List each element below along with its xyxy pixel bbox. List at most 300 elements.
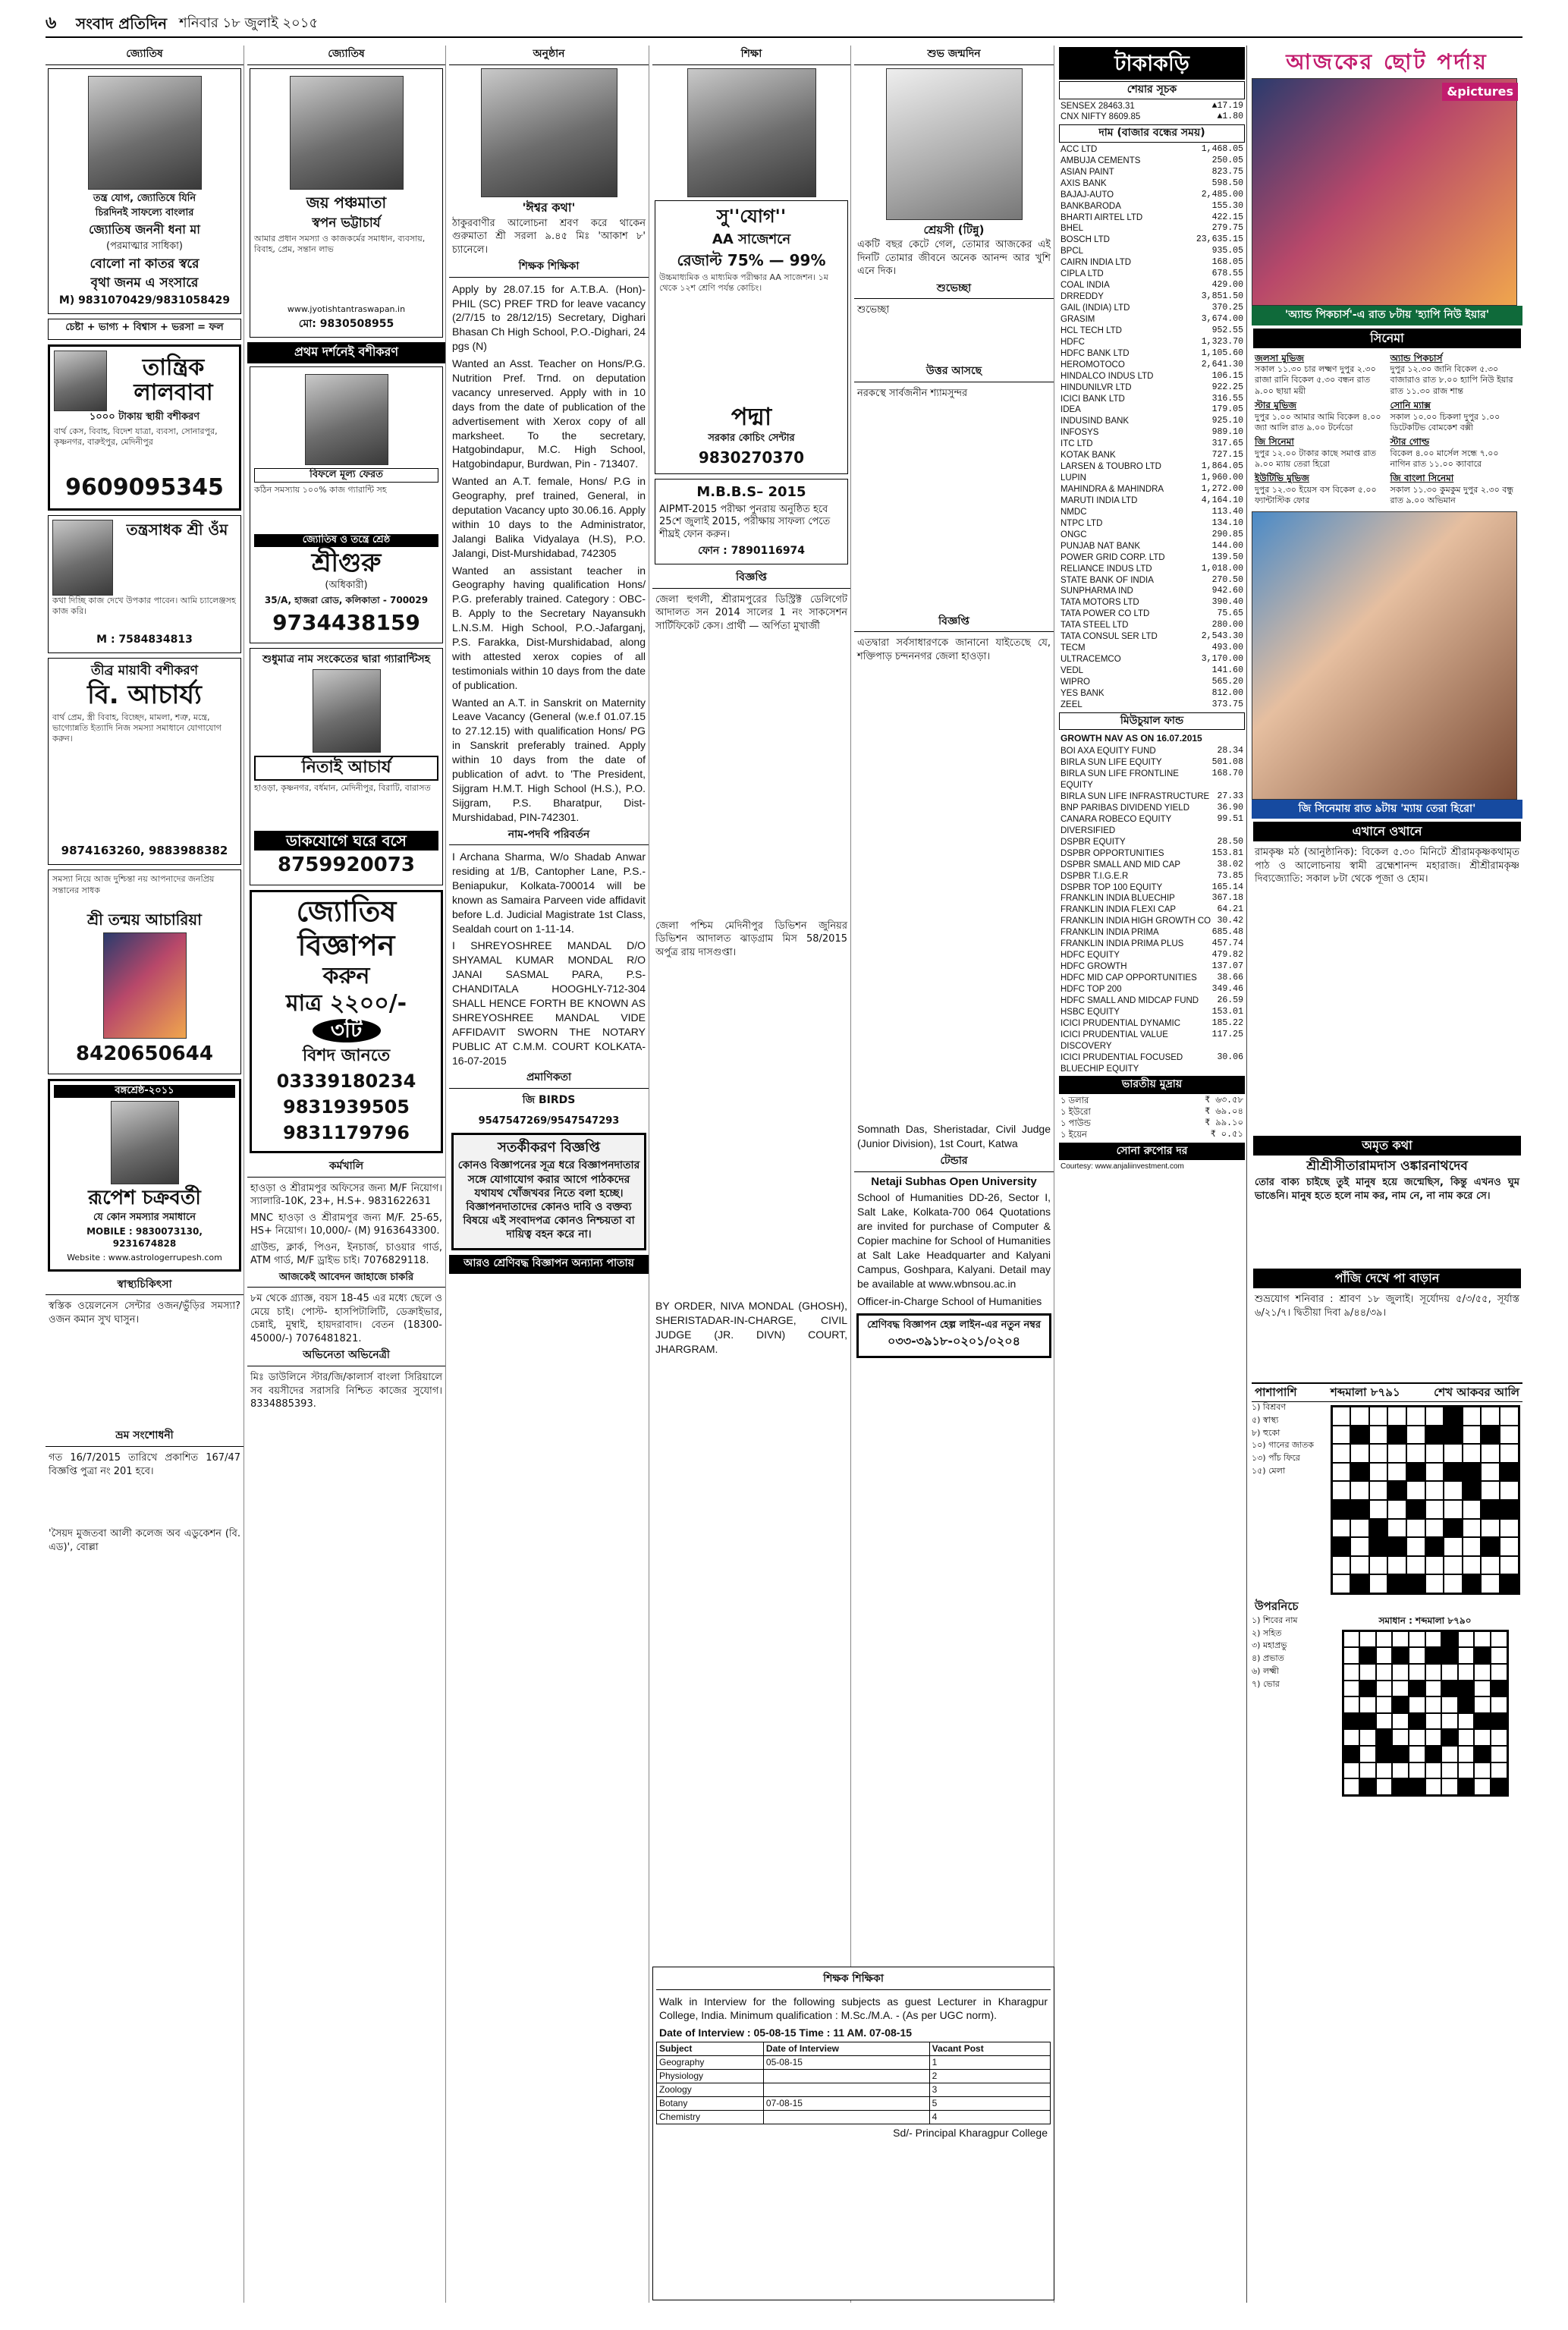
crossword-cell	[1458, 1746, 1475, 1762]
fund-row: FRANKLIN INDIA BLUECHIP 367.18	[1061, 893, 1243, 904]
crossword-cell	[1392, 1664, 1409, 1681]
tanmoy-phone: 8420650644	[76, 1042, 213, 1066]
finance-title: টাকাকড়ি	[1059, 47, 1245, 80]
crossword-cell	[1458, 1681, 1475, 1697]
crossword-cell	[1350, 1426, 1369, 1445]
crossword-cell	[1343, 1631, 1360, 1648]
section-header: বিজ্ঞপ্তি	[652, 569, 850, 589]
channel-block: সোনি ম্যাক্স সকাল ১০.০০ চিকলা দুপুর ১.০০ ডিটেকটিভ বোমকেশ বক্সী	[1390, 399, 1500, 432]
sadhak-photo	[52, 520, 113, 596]
crossword-cell	[1376, 1713, 1393, 1730]
crossword-cell	[1359, 1664, 1376, 1681]
fund-row: HSBC EQUITY 153.01	[1061, 1006, 1243, 1017]
stock-row: NTPC LTD 134.10	[1061, 517, 1243, 528]
crossword-cell	[1406, 1444, 1425, 1463]
crossword-cell	[1369, 1537, 1388, 1556]
crossword-cell	[1409, 1778, 1425, 1795]
crossword-cell	[1463, 1463, 1482, 1482]
crossword-cell	[1441, 1778, 1458, 1795]
crossword-cell	[1332, 1519, 1351, 1538]
crossword-cell	[1444, 1500, 1463, 1519]
section-header: উত্তর আসছে	[854, 363, 1054, 382]
stock-row: WIPRO 565.20	[1061, 676, 1243, 687]
crossword-cell	[1392, 1778, 1409, 1795]
column-astrology-1: জ্যোতিষ তন্ত্র যোগ, জ্যোতিষে যিনি চিরদিনই সাফল্যে বাংলার জ্যোতিষ জননী ধনা মা (পরমাত্মার সাধিকা) বোলো না কাতর স্বরে বৃথা জনম এ সংসারে M) 9831070429/9831058429 চেষ্টা + ভাগ্য + বিশ্বাস + ভরসা = ফল তান্ত্রিক লালবাবা ১০০০ টাকায় স্থায়ী বশীকরণ বার্থ কেস, বিবাহ, বিদেশ যাত্রা, ব্যবসা, সোনারপুর, কৃষ্ণনগর, বারুইপুর, মেদিনীপুর 9609095345 তন্ত্রসাধক শ্রী ওঁম কথা দিচ্ছি কাজ দেখে উপকার পাবেন। আমি চ্যালেঞ্জসহ কাজ করি। M : 7584834813 তীব্র মায়াবী বশীকরণ বি. আচার্য্য বার্থ প্রেম, স্ত্রী বিবাহ, বিচ্ছেদ, মামলা, শত্রু, মন্ত্রে, ভাগ্যোন্নতি ইত্যাদি নিজ সমস্যা সমাধানে যোগাযোগ করুন। 9874163260, 9883988382 সমস্যা নিয়ে আজ দুশ্চিন্তা নয় আপনাদের জনপ্রিয় সন্তানের সাধক শ্রী তন্ময় আচারিয়া 8420650644 বঙ্গশ্রেষ্ঠ-২০১১ রূপেশ চক্রবর্তী যে কোন সমস্যার সমাধানে MOBILE : 9830073130, 9231674828 Website : www.astrologerrupesh.com স্বাস্থ্যচিকিৎসা স্বস্তিক ওয়েলনেস সেন্টার ওজন/ভুঁড়ির সমস্যা? ওজন কমান সুখ ঘাসুন। ভ্রম সংশোধনী গত 16/7/2015 তারিখে প্রকাশিত 167/47 বিজ্ঞপ্তি পুত্রা নং 201 হবে। 'সৈয়দ মুজতবা আলী কলেজ অব এডুকেশন (বি. এড)', বোল্লা	[46, 46, 244, 2303]
crossword-cell	[1409, 1696, 1425, 1713]
crossword-cell	[1350, 1444, 1369, 1463]
crossword-cell	[1332, 1444, 1351, 1463]
crossword-cell	[1500, 1500, 1519, 1519]
index-row: CNX NIFTY 8609.85 ▲1.80	[1061, 112, 1243, 122]
section-header: শুভ জন্মদিন	[854, 46, 1054, 65]
crossword-cell	[1387, 1481, 1406, 1500]
section-header: শিক্ষক শিক্ষিকা	[449, 258, 649, 278]
stock-row: TECM 493.00	[1061, 643, 1243, 653]
crossword-cell	[1332, 1556, 1351, 1575]
crossword-cell	[1474, 1778, 1491, 1795]
crossword-cell	[1359, 1647, 1376, 1664]
crossword-cell	[1387, 1519, 1406, 1538]
stock-row: CIPLA LTD 678.55	[1061, 269, 1243, 279]
crossword-cell	[1376, 1778, 1393, 1795]
crossword-cell	[1500, 1574, 1519, 1593]
crossword-cell	[1332, 1574, 1351, 1593]
column-birthday: শুভ জন্মদিন শ্রেয়সী (টিন্নু) একটি বছর কেটে গেল, তোমার আজকের এই দিনটি তোমার জীবনে অনেক আনন্দ আর খুশি এনে দিক। শুভেচ্ছা শুভেচ্ছা উত্তর আসছে নরকস্থে সার্বজনীন শ্যামসুন্দর বিজ্ঞপ্তি এতদ্বারা সর্বসাধারণকে জানানো যাইতেছে যে, শক্তিপাড় চন্দননগর জেলা হাওড়া। Somnath Das, Sheristadar, Civil Judge (Junior Division), 1st Court, Katwa টেন্ডার Netaji Subhas Open University School of Humanities DD-26, Sector I, Salt Lake, Kolkata-700 064 Quotations are invited for purchase of Computer & Copier machine for School of Humanities at Salt Lake Headquarter and Kalyani Campus, Goshpara, Kalyani. Detail may be available at www.wbnsou.ac.in Officer-in-Charge School of Humanities শ্রেণিবদ্ধ বিজ্ঞাপন হেল্প লাইন-এর নতুন নম্বর ০৩৩-৩৯১৮-০২০১/০২০৪	[854, 46, 1054, 2303]
crossword-clue: ৪) প্রভাত	[1252, 1653, 1284, 1664]
section-header: শিক্ষা	[652, 46, 850, 65]
stock-row: GRASIM 3,674.00	[1061, 313, 1243, 324]
crossword-cell	[1463, 1500, 1482, 1519]
stock-row: ULTRACEMCO 3,170.00	[1061, 654, 1243, 665]
crossword-cell	[1343, 1647, 1360, 1664]
crossword-cell	[1444, 1481, 1463, 1500]
crossword-cell	[1425, 1519, 1444, 1538]
crossword-cell	[1343, 1696, 1360, 1713]
currency-row: ১ ইউরো ₹ ৬৯.০৪	[1061, 1106, 1243, 1117]
crossword-cell	[1441, 1696, 1458, 1713]
fund-row: HDFC GROWTH 137.07	[1061, 961, 1243, 972]
fund-row: FRANKLIN INDIA FLEXI CAP 64.21	[1061, 904, 1243, 915]
column-astrology-2: জ্যোতিষ জয় পঞ্চমাতা স্বপন ভট্টাচার্য আমার প্রধান সমস্যা ও কাজকর্মের সমাধান, ব্যবসায়, বিবাহ, প্রেম, সন্তান লাভ www.jyotishtantraswapan.in মো: 9830508955 প্রথম দর্শনেই বশীকরণ বিফলে মূল্য ফেরত কঠিন সমস্যায় ১০০% কাজ গ্যারান্টি সহ জ্যোতিষ ও তন্ত্রে শ্রেষ্ঠ শ্রীগুরু (অধিকারী) 35/A, হাজরা রোড, কলিকাতা - 700029 9734438159 শুধুমাত্র নাম সংকেতের দ্বারা গ্যারান্টিসহ নিতাই আচার্য হাওড়া, কৃষ্ণনগর, বর্ধমান, মেদিনীপুর, বিরাটি, বারাসত ডাকযোগে ঘরে বসে 8759920073 জ্যোতিষ বিজ্ঞাপন করুন মাত্র ২২০০/- ৩টি বিশদ জানতে 03339180234 9831939505 9831179796 কর্মখালি হাওড়া ও শ্রীরামপুর অফিসের জন্য M/F নিয়োগ। স্যালারি-10K, 23+, H.S+. 9831622631 MNC হাওড়া ও শ্রীরামপুর জন্য M/F. 25-65, HS+ নিয়োগ। 10,000/- (M) 9163643300. গ্রাউন্ড, ক্লার্ক, পিওন, ইনচার্জ, চাওয়ার গার্ড, ATM গার্ড, M/F ড্রাইভ চাই। 7076829118. আজকেই আবেদন জাহাজে চাকরি ৮ম থেকে গ্র্যাজ্ঞ, বয়স 18-45 এর মধ্যে ছেলে ও মেয়ে চাই। পোস্ট- হাসপিটালিটি, ডেক্রাইভার, চেন্নাই, মুম্বাই, হায়দরাবাদ। বেতন (18300- 45000/-) 7076481821. অভিনেতা অভিনেত্রী মিঃ ডাউলিনে স্টার/জি/কালার্স বাংলা সিরিয়ালে সব বয়সীদের সরাসরি নিশ্চিত কাজের সুযোগ। 8334885393.	[247, 46, 446, 2303]
astrologer-photo	[305, 374, 388, 465]
crossword-cell	[1463, 1519, 1482, 1538]
crossword-cell	[1387, 1500, 1406, 1519]
crossword-cell	[1425, 1778, 1442, 1795]
crossword-cell	[1350, 1574, 1369, 1593]
crossword-clue: ১৫) মেলা	[1252, 1465, 1286, 1476]
stock-row: LUPIN 1,960.00	[1061, 473, 1243, 483]
table-row: Chemistry 4	[657, 2111, 1051, 2124]
stock-row: KOTAK BANK 727.15	[1061, 450, 1243, 461]
table-row: Zoology 3	[657, 2083, 1051, 2097]
crossword-cell	[1444, 1463, 1463, 1482]
fund-row: DSPBR T.I.G.E.R 73.85	[1061, 870, 1243, 881]
stock-row: DRREDDY 3,851.50	[1061, 291, 1243, 302]
column-education: শিক্ষা সু''যোগ'' AA সাজেশনে রেজাল্ট 75% — 99% উচ্চমাধ্যমিক ও মাধ্যমিক পরীক্ষার AA সাজেশন। ১ম থেকে ১২শ শ্রেণি পর্যন্ত কোচিং। পদ্মা সরকার কোচিং সেন্টার 9830270370 M.B.B.S– 2015 AIPMT-2015 পরীক্ষা পুনরায় অনুষ্ঠিত হবে 25শে জুলাই 2015, পরীক্ষায় সাফল্য পেতে শীঘ্রই ফোন করুন। ফোন : 7890116974 বিজ্ঞপ্তি জেলা হুগলী, শ্রীরামপুরের ডিস্ট্রিক্ট ডেলিগেট আদালত সন 2014 সালের 1 নং সাকসেশন সার্টিফিকেট কেস। প্রার্থী — অর্পিতা মুখার্জী জেলা পশ্চিম মেদিনীপুর ডিভিশন জুনিয়র ডিভিশন আদালত ঝাড়গ্রাম মিস 58/2015 অর্পুত্র রায় দাসগুপ্তা। BY ORDER, NIVA MONDAL (GHOSH), SHERISTADAR-IN-CHARGE, CIVIL JUDGE (JR. DIVN) COURT, JHARGRAM.	[652, 46, 851, 2303]
crossword-cell	[1359, 1762, 1376, 1779]
masthead	[46, 11, 1522, 38]
crossword-cell	[1406, 1481, 1425, 1500]
crossword-clue: ১) বিশ্রবণ	[1252, 1402, 1286, 1413]
crossword-cell	[1350, 1519, 1369, 1538]
crossword-clue: ৬) লক্ষ্মী	[1252, 1665, 1279, 1676]
crossword-cell	[1376, 1631, 1393, 1648]
crossword-cell	[1425, 1696, 1442, 1713]
column-finance: টাকাকড়ি শেয়ার সূচক SENSEX 28463.31 ▲17.19 CNX NIFTY 8609.85 ▲1.80 দাম (বাজার বন্ধের সময়) ACC LTD 1,468.05 AMBUJA CEMENTS 250.05 ASIAN PAINT 823.75 AXIS BANK 598.50 BAJAJ-AUTO 2,485.00 BANKBARODA 155.30 BHARTI AIRTEL LTD 422.15 BHEL 279.75 BOSCH LTD 23,635.15 BPCL 935.05 CAIRN INDIA LTD 168.05 CIPLA LTD 678.55 COAL INDIA 429.00 DRREDDY 3,851.50 GAIL (INDIA) LTD 370.25 GRASIM 3,674.00 HCL TECH LTD 952.55 HDFC 1,323.70 HDFC BANK LTD 1,105.60 HEROMOTOCO 2,641.30 HINDALCO INDUS LTD 106.15 HINDUNILVR LTD 922.25 ICICI BANK LTD 316.55 IDEA 179.05 INDUSIND BANK 925.10 INFOSYS 989.10 ITC LTD 317.65 KOTAK BANK 727.15 LARSEN & TOUBRO LTD 1,864.05 LUPIN 1,960.00 MAHINDRA & MAHINDRA 1,272.00 MARUTI INDIA LTD 4,164.10 NMDC 113.40 NTPC LTD 134.10 ONGC 290.85 PUNJAB NAT BANK 144.00 POWER GRID CORP. LTD 139.50 RELIANCE INDUS LTD 1,018.00 STATE BANK OF INDIA 270.50 SUNPHARMA IND 942.60 TATA MOTORS LTD 390.40 TATA POWER CO LTD 75.65 TATA STEEL LTD 280.00 TATA CONSUL SER LTD 2,543.30 TECM 493.00 ULTRACEMCO 3,170.00 VEDL 141.60 WIPRO 565.20 YES BANK 812.00 ZEEL 373.75 মিউচুয়াল ফান্ড GROWTH NAV AS ON 16.07.2015 BOI AXA EQUITY FUND 28.34 BIRLA SUN LIFE EQUITY 501.08 BIRLA SUN LIFE FRONTLINE EQUITY 168.70 BIRLA SUN LIFE INFRASTRUCTURE 27.33 BNP PARIBAS DIVIDEND YIELD 36.90 CANARA ROBECO EQUITY DIVERSIFIED 99.51 DSPBR EQUITY 28.50 DSPBR OPPORTUNITIES 153.81 DSPBR SMALL AND MID CAP 38.02 DSPBR T.I.G.E.R 73.85 DSPBR TOP 100 EQUITY 165.14 FRANKLIN INDIA BLUECHIP 367.18 FRANKLIN INDIA FLEXI CAP 64.21 FRANKLIN INDIA HIGH GROWTH CO 30.42 FRANKLIN INDIA PRIMA 685.48 FRANKLIN INDIA PRIMA PLUS 457.74 HDFC EQUITY 479.82 HDFC GROWTH 137.07 HDFC MID CAP OPPORTUNITIES 38.66 HDFC TOP 200 349.46 HDFC SMALL AND MIDCAP FUND 26.59 HSBC EQUITY 153.01 ICICI PRUDENTIAL DYNAMIC 185.22 ICICI PRUDENTIAL VALUE DISCOVERY 117.25 ICICI PRUDENTIAL FOCUSED BLUECHIP EQUITY 30.06 ভারতীয় মুদ্রায় ১ ডলার ₹ ৬৩.৫৮ ১ ইউরো ₹ ৬৯.০৪ ১ পাউন্ড ₹ ৯৯.১০ ১ ইয়েন ₹ ০.৫১ সোনা রুপোর দর Courtesy: www.anjaliinvestment.com	[1057, 46, 1247, 2303]
section-header: কর্মখালি	[247, 1158, 445, 1178]
crossword-cell	[1332, 1407, 1351, 1426]
stock-row: COAL INDIA 429.00	[1061, 280, 1243, 291]
crossword-cell	[1491, 1762, 1507, 1779]
ad-shriguru: বিফলে মূল্য ফেরত কঠিন সমস্যায় ১০০% কাজ গ্যারান্টি সহ জ্যোতিষ ও তন্ত্রে শ্রেষ্ঠ শ্রীগুরু (অধিকারী) 35/A, হাজরা রোড, কলিকাতা - 700029 9734438159	[250, 366, 443, 643]
crossword-cell	[1359, 1746, 1376, 1762]
crossword-cell	[1444, 1426, 1463, 1445]
crossword-cell	[1376, 1664, 1393, 1681]
deity-image	[103, 932, 187, 1039]
crossword-cell	[1463, 1426, 1482, 1445]
ad-lalbaba: তান্ত্রিক লালবাবা ১০০০ টাকায় স্থায়ী বশীকরণ বার্থ কেস, বিবাহ, বিদেশ যাত্রা, ব্যবসা, সোনারপুর, কৃষ্ণনগর, বারুইপুর, মেদিনীপুর 9609095345	[48, 344, 241, 511]
crossword-cell	[1425, 1463, 1444, 1482]
crossword-cell	[1343, 1729, 1360, 1746]
crossword-cell	[1406, 1556, 1425, 1575]
currency-row: ১ ইয়েন ₹ ০.৫১	[1061, 1129, 1243, 1140]
lalbaba-phone: 9609095345	[65, 474, 224, 502]
crossword-clue: ১) শিবের নাম	[1252, 1615, 1298, 1625]
stock-row: BHARTI AIRTEL LTD 422.15	[1061, 212, 1243, 222]
astrologer-photo	[313, 669, 381, 753]
crossword-cell	[1392, 1762, 1409, 1779]
crossword-cell	[1441, 1746, 1458, 1762]
crossword-cell	[1474, 1762, 1491, 1779]
crossword-cell	[1458, 1696, 1475, 1713]
crossword-clue: ৫) স্বাস্থ্য	[1252, 1414, 1279, 1425]
crossword-cell	[1409, 1664, 1425, 1681]
stock-row: HEROMOTOCO 2,641.30	[1061, 359, 1243, 369]
stock-row: ZEEL 373.75	[1061, 699, 1243, 709]
stock-row: HCL TECH LTD 952.55	[1061, 325, 1243, 335]
index-row: SENSEX 28463.31 ▲17.19	[1061, 100, 1243, 111]
section-header: প্রমাণিকতা	[449, 1069, 649, 1089]
stock-row: ACC LTD 1,468.05	[1061, 143, 1243, 154]
warning-notice: সতর্কীকরণ বিজ্ঞপ্তি কোনও বিজ্ঞাপনের সূত্র ধরে বিজ্ঞাপনদাতার সঙ্গে যোগাযোগ করার আগে পাঠকদের যথাযথ খোঁজখবর নিতে বলা হচ্ছে। বিজ্ঞাপনদাতাদের কোনও দাবি ও বক্তব্য বিষয়ে এই সংবাদপত্র কোনও নিশ্চয়তা বা দায়িত্ব বহন করে না।	[451, 1133, 646, 1250]
stock-row: MARUTI INDIA LTD 4,164.10	[1061, 495, 1243, 505]
crossword-cell	[1481, 1407, 1500, 1426]
fund-row: BIRLA SUN LIFE FRONTLINE EQUITY 168.70	[1061, 769, 1243, 791]
crossword-cell	[1425, 1537, 1444, 1556]
stock-row: INDUSIND BANK 925.10	[1061, 416, 1243, 426]
crossword-cell	[1392, 1713, 1409, 1730]
stock-row: TATA CONSUL SER LTD 2,543.30	[1061, 631, 1243, 642]
column-tv: আজকের ছোট পর্দায় &pictures 'অ্যান্ড পিকচার্স'-এ রাত ৮টায় 'হ্যাপি নিউ ইয়ার' সিনেমা জলসা মুভিজ সকাল ১১.৩০ চার লক্ষ্মণ দুপুর ২.৩০ রাজা রানি বিকেল ৫.৩০ বন্ধন রাত ৯.০০ ছায়া ময়ী অ্যান্ড পিকচার্স দুপুর ১২.৩০ জানি বিকেল ৫.৩০ বাজারাও রাত ৮.০০ হ্যাপি নিউ ইয়ার রাত ১১.৩০ রাজ শান্ত স্টার মুভিজ দুপুর ১.০০ আমার আমি বিকেল ৪.০০ জ্যা আলি রাত ৯.০০ টর্নেডো সোনি ম্যাক্স সকাল ১০.০০ চিকলা দুপুর ১.০০ ডিটেকটিভ বোমকেশ বক্সী জি সিনেমা দুপুর ১২.০০ টাকার কাছে সমাপ্ত রাত ৯.০০ ম্যায় তেরা হিরো স্টার গোল্ড বিকেল ৪.০০ মার্সেল সন্ধে ৭.০০ নাগিন রাত ১১.০০ ক্যাবারে ইউটিভি মুভিজ দুপুর ১২.৩০ ইয়েস বস বিকেল ৫.০০ ফ্যান্টাস্টিক ফোর জি বাংলা সিনেমা সকাল ১১.৩০ কুমকুম দুপুর ২.৩০ বন্ধু রাত ৯.০০ অভিমান জি সিনেমায় রাত ৯টায় 'ম্যায় তেরা হিরো' এখানে ওখানে রামকৃষ্ণ মঠ (আনুষ্ঠানিক): বিকেল ৫.৩০ মিনিটে শ্রীরামকৃষ্ণকথামৃত পাঠ ও আলোচনায় স্বামী ব্রহ্মেশানন্দ মহারাজ। শ্রীশ্রীরামকৃষ্ণ দিব্যজ্যোতি: সকাল ৮টা থেকে পূজা ও হোম। অমৃত কথা শ্রীশ্রীসীতারামদাস ওঙ্কারনাথদেব তোর বাক্য চাইছে তুই মানুষ হয়ে জন্মেছিস, কিন্তু এখনও ঘুম ভাঙেনি। মানুষ হতে হলে নাম কর, নাম নে, না নাম করে সে। পাঁজি দেখে পা বাড়ান শুভ্রযোগ শনিবার : শ্রাবণ ১৮ জুলাই। সূর্যোদয় ৫/৩/৫৫, সূর্যাস্ত ৬/২১/৭। দ্বিতীয়া দিবা ৯/৪৪/৩৯। পাশাপাশি শব্দমালা ৮৭৯১ শেখ আকবর আলি ১) বিশ্রবণ ৫) স্বাস্থ্য ৮) হুকো ১০) গানের জাতক ১৩) পাঁচ ফিরে ১৫) মেলা উপরনিচে ১) শিবের নাম ২) সহিত ৩) মহাপ্রভু ৪) প্রভাত ৬) লক্ষ্মী ৭) ভোর সমাধান : শব্দমালা ৮৭৯০	[1252, 46, 1522, 2303]
ad-tanmoy: সমস্যা নিয়ে আজ দুশ্চিন্তা নয় আপনাদের জনপ্রিয় সন্তানের সাধক শ্রী তন্ময় আচারিয়া 8420650644	[48, 869, 241, 1074]
channel-block: জি সিনেমা দুপুর ১২.০০ টাকার কাছে সমাপ্ত রাত ৯.০০ ম্যায় তেরা হিরো	[1255, 436, 1377, 470]
crossword-cell	[1474, 1631, 1491, 1648]
crossword-cell	[1332, 1500, 1351, 1519]
stock-row: NMDC 113.40	[1061, 506, 1243, 517]
crossword-cell	[1359, 1778, 1376, 1795]
crossword-clue: ১৩) পাঁচ ফিরে	[1252, 1453, 1300, 1464]
crossword-cell	[1387, 1444, 1406, 1463]
fund-row: HDFC MID CAP OPPORTUNITIES 38.66	[1061, 973, 1243, 983]
crossword-cell	[1444, 1407, 1463, 1426]
stock-row: INFOSYS 989.10	[1061, 427, 1243, 438]
crossword-cell	[1406, 1537, 1425, 1556]
crossword-cell	[1343, 1681, 1360, 1697]
crossword-cell	[1444, 1537, 1463, 1556]
crossword-cell	[1458, 1647, 1475, 1664]
crossword-cell	[1458, 1762, 1475, 1779]
crossword-cell	[1491, 1713, 1507, 1730]
crossword-solution-grid	[1342, 1630, 1509, 1797]
channel-block: জলসা মুভিজ সকাল ১১.৩০ চার লক্ষ্মণ দুপুর ২.৩০ রাজা রানি বিকেল ৫.৩০ বন্ধন রাত ৯.০০ ছায়া ময়ী	[1255, 352, 1376, 396]
crossword-cell	[1425, 1664, 1442, 1681]
fund-row: HDFC EQUITY 479.82	[1061, 950, 1243, 961]
channel-block: জি বাংলা সিনেমা সকাল ১১.৩০ কুমকুম দুপুর ২.৩০ বন্ধু রাত ৯.০০ অভিমান	[1390, 473, 1514, 506]
ad-shri-om: তন্ত্রসাধক শ্রী ওঁম কথা দিচ্ছি কাজ দেখে উপকার পাবেন। আমি চ্যালেঞ্জসহ কাজ করি। M : 7584834813	[48, 515, 241, 653]
teacher-photo	[687, 68, 816, 197]
stock-row: IDEA 179.05	[1061, 404, 1243, 415]
tv-title: আজকের ছোট পর্দায়	[1286, 49, 1488, 74]
crossword-cell	[1406, 1426, 1425, 1445]
crossword-cell	[1359, 1696, 1376, 1713]
fund-row: DSPBR EQUITY 28.50	[1061, 836, 1243, 847]
crossword-cell	[1409, 1762, 1425, 1779]
stock-row: VEDL 141.60	[1061, 665, 1243, 675]
crossword-cell	[1481, 1556, 1500, 1575]
crossword-cell	[1387, 1556, 1406, 1575]
crossword-cell	[1392, 1746, 1409, 1762]
stock-row: ITC LTD 317.65	[1061, 439, 1243, 449]
crossword-cell	[1491, 1664, 1507, 1681]
crossword-cell	[1463, 1481, 1482, 1500]
table-row: Geography 05-08-15 1	[657, 2056, 1051, 2070]
crossword-cell	[1425, 1444, 1444, 1463]
section-header: জ্যোতিষ	[247, 46, 445, 65]
crossword-cell	[1350, 1537, 1369, 1556]
crossword-cell	[1369, 1463, 1388, 1482]
crossword-cell	[1369, 1444, 1388, 1463]
crossword-cell	[1458, 1664, 1475, 1681]
crossword-cell	[1491, 1681, 1507, 1697]
crossword-cell	[1359, 1681, 1376, 1697]
stock-row: SUNPHARMA IND 942.60	[1061, 586, 1243, 596]
crossword-cell	[1444, 1574, 1463, 1593]
crossword-cell	[1332, 1426, 1351, 1445]
stock-row: TATA STEEL LTD 280.00	[1061, 620, 1243, 630]
acharya-phone: 9874163260, 9883988382	[61, 843, 228, 857]
crossword-cell	[1376, 1729, 1393, 1746]
crossword-clue: ৩) মহাপ্রভু	[1252, 1640, 1287, 1651]
crossword-cell	[1376, 1762, 1393, 1779]
crossword-cell	[1406, 1519, 1425, 1538]
crossword-cell	[1425, 1500, 1444, 1519]
crossword-cell	[1441, 1664, 1458, 1681]
crossword-cell	[1463, 1444, 1482, 1463]
crossword-cell	[1463, 1537, 1482, 1556]
crossword-cell	[1474, 1664, 1491, 1681]
stock-row: STATE BANK OF INDIA 270.50	[1061, 574, 1243, 585]
crossword-cell	[1359, 1729, 1376, 1746]
crossword-clue: ১০) গানের জাতক	[1252, 1440, 1314, 1451]
crossword-cell	[1425, 1681, 1442, 1697]
crossword-down-clues	[1252, 1615, 1324, 1800]
section-header: অভিনেতা অভিনেত্রী	[247, 1347, 445, 1366]
crossword-cell	[1376, 1746, 1393, 1762]
fund-row: DSPBR TOP 100 EQUITY 165.14	[1061, 882, 1243, 892]
crossword-cell	[1444, 1556, 1463, 1575]
channel-block: ইউটিভি মুভিজ দুপুর ১২.৩০ ইয়েস বস বিকেল ৫.০০ ফ্যান্টাস্টিক ফোর	[1255, 473, 1377, 506]
index-list	[1057, 101, 1246, 124]
tantrik-photo	[54, 351, 107, 411]
crossword-cell	[1392, 1696, 1409, 1713]
fund-row: BIRLA SUN LIFE INFRASTRUCTURE 27.33	[1061, 791, 1243, 801]
crossword-cell	[1392, 1681, 1409, 1697]
crossword-cell	[1458, 1729, 1475, 1746]
section-header: জ্যোতিষ	[46, 46, 244, 65]
fund-row: BIRLA SUN LIFE EQUITY 501.08	[1061, 757, 1243, 768]
crossword-cell	[1425, 1713, 1442, 1730]
walkin-interview: শিক্ষক শিক্ষিকা Walk in Interview for the following subjects as guest Lecturer in Kharagpur College, India. Minimum qualification : M.Sc./M.A. - (As per UGC norm). Date of Interview : 05-08-15 Time : 11 AM. 07-08-15 Subject Date of Interview Vacant Post Geography 05-08-15 1 Physiology 2 Zoology 3 Botany 07-08-15 5 Chemistry 4 Sd/- Principal Kharagpur College	[652, 1967, 1054, 2300]
crossword-cell	[1369, 1407, 1388, 1426]
crossword-cell	[1491, 1696, 1507, 1713]
crossword-cell	[1359, 1713, 1376, 1730]
crossword-cell	[1481, 1463, 1500, 1482]
crossword-cell	[1425, 1556, 1444, 1575]
crossword-cell	[1392, 1631, 1409, 1648]
crossword-cell	[1458, 1631, 1475, 1648]
currency-row: ১ ডলার ₹ ৬৩.৫৮	[1061, 1095, 1243, 1105]
ad-header: প্রথম দর্শনেই বশীকরণ	[247, 342, 445, 363]
fund-row: CANARA ROBECO EQUITY DIVERSIFIED 99.51	[1061, 813, 1243, 835]
crossword-cell	[1500, 1426, 1519, 1445]
stock-row: ONGC 290.85	[1061, 529, 1243, 539]
stock-row: HINDUNILVR LTD 922.25	[1061, 382, 1243, 392]
section-header: অনুষ্ঠান	[449, 46, 649, 65]
baby-photo	[886, 68, 1023, 220]
crossword-cell	[1425, 1407, 1444, 1426]
happy-new-year-still	[1252, 78, 1517, 306]
stock-row: POWER GRID CORP. LTD 139.50	[1061, 552, 1243, 562]
table-row: Botany 07-08-15 5	[657, 2097, 1051, 2111]
fund-row: FRANKLIN INDIA HIGH GROWTH CO 30.42	[1061, 916, 1243, 926]
ad-advertise-here: জ্যোতিষ বিজ্ঞাপন করুন মাত্র ২২০০/- ৩টি বিশদ জানতে 03339180234 9831939505 9831179796	[250, 890, 443, 1154]
crossword-cell	[1369, 1519, 1388, 1538]
fund-row: HDFC TOP 200 349.46	[1061, 983, 1243, 994]
ad-swapan: জয় পঞ্চমাতা স্বপন ভট্টাচার্য আমার প্রধান সমস্যা ও কাজকর্মের সমাধান, ব্যবসায়, বিবাহ, প্রেম, সন্তান লাভ www.jyotishtantraswapan.in মো: 9830508955	[250, 68, 443, 338]
crossword-cell	[1376, 1647, 1393, 1664]
crossword-cell	[1409, 1729, 1425, 1746]
astrologer-photo	[290, 76, 404, 190]
crossword-cell	[1441, 1762, 1458, 1779]
crossword-cell	[1463, 1556, 1482, 1575]
crossword-cell	[1444, 1444, 1463, 1463]
crossword-cell	[1350, 1407, 1369, 1426]
crossword-cell	[1425, 1631, 1442, 1648]
stock-row: BPCL 935.05	[1061, 246, 1243, 256]
crossword-cell	[1409, 1631, 1425, 1648]
ad-slogan: চেষ্টা + ভাগ্য + বিশ্বাস + ভরসা = ফল	[48, 319, 241, 340]
crossword-cell	[1387, 1407, 1406, 1426]
crossword-cell	[1481, 1426, 1500, 1445]
crossword-cell	[1481, 1481, 1500, 1500]
stock-row: HDFC 1,323.70	[1061, 336, 1243, 347]
crossword-cell	[1332, 1463, 1351, 1482]
stock-row: MAHINDRA & MAHINDRA 1,272.00	[1061, 484, 1243, 494]
fund-row: FRANKLIN INDIA PRIMA PLUS 457.74	[1061, 939, 1243, 949]
currency-row: ১ পাউন্ড ₹ ৯৯.১০	[1061, 1118, 1243, 1128]
crossword-cell	[1406, 1574, 1425, 1593]
section-header: বিজ্ঞপ্তি	[854, 613, 1054, 633]
crossword-cell	[1500, 1407, 1519, 1426]
issue-date: শনিবার ১৮ জুলাই ২০১৫	[179, 14, 319, 31]
crossword-cell	[1463, 1574, 1482, 1593]
crossword-grid	[1331, 1405, 1520, 1595]
crossword-cell	[1481, 1444, 1500, 1463]
section-header: নাম-পদবি পরিবর্তন	[449, 826, 649, 846]
crossword-cell	[1387, 1537, 1406, 1556]
crossword-cell	[1343, 1778, 1360, 1795]
stock-list	[1057, 144, 1246, 711]
paper-name: সংবাদ প্রতিদিন	[76, 14, 168, 33]
crossword-cell	[1409, 1681, 1425, 1697]
crossword-cell	[1392, 1729, 1409, 1746]
crossword-cell	[1332, 1537, 1351, 1556]
section-header: ভ্রম সংশোধনী	[46, 1427, 244, 1447]
fund-row: ICICI PRUDENTIAL FOCUSED BLUECHIP EQUITY 30.06	[1061, 1052, 1243, 1074]
crossword-cell	[1359, 1631, 1376, 1648]
program-photo	[481, 68, 617, 197]
crossword-cell	[1409, 1713, 1425, 1730]
crossword-cell	[1350, 1500, 1369, 1519]
crossword-cell	[1474, 1746, 1491, 1762]
ad-mbbs: M.B.B.S– 2015 AIPMT-2015 পরীক্ষা পুনরায় অনুষ্ঠিত হবে 25শে জুলাই 2015, পরীক্ষায় সাফল্য পেতে শীঘ্রই ফোন করুন। ফোন : 7890116974	[655, 479, 848, 564]
crossword-cell	[1350, 1481, 1369, 1500]
crossword-cell	[1444, 1519, 1463, 1538]
helpline-box: শ্রেণিবদ্ধ বিজ্ঞাপন হেল্প লাইন-এর নতুন নম্বর ০৩৩-৩৯১৮-০২০১/০২০৪	[856, 1313, 1051, 1359]
crossword-cell	[1425, 1746, 1442, 1762]
fund-row: FRANKLIN INDIA PRIMA 685.48	[1061, 927, 1243, 938]
crossword-cell	[1387, 1426, 1406, 1445]
main-tera-hero-still	[1252, 511, 1517, 800]
crossword-cell	[1406, 1407, 1425, 1426]
crossword-cell	[1481, 1519, 1500, 1538]
ad-phone: M) 9831070429/9831058429	[58, 294, 231, 307]
table-row: Physiology 2	[657, 2070, 1051, 2083]
crossword-cell	[1409, 1647, 1425, 1664]
crossword-cell	[1406, 1500, 1425, 1519]
stock-row: LARSEN & TOUBRO LTD 1,864.05	[1061, 461, 1243, 472]
stock-row: BANKBARODA 155.30	[1061, 200, 1243, 211]
crossword-cell	[1500, 1556, 1519, 1575]
astrologer-photo	[88, 76, 202, 190]
section-header: টেন্ডার	[854, 1152, 1054, 1172]
crossword-cell	[1491, 1778, 1507, 1795]
crossword-cell	[1425, 1574, 1444, 1593]
crossword-cell	[1474, 1713, 1491, 1730]
crossword-clue: ৮) হুকো	[1252, 1427, 1280, 1438]
crossword-cell	[1332, 1481, 1351, 1500]
crossword-cell	[1474, 1681, 1491, 1697]
crossword-cell	[1458, 1778, 1475, 1795]
crossword-cell	[1387, 1574, 1406, 1593]
crossword-cell	[1500, 1537, 1519, 1556]
crossword-cell	[1441, 1729, 1458, 1746]
crossword-cell	[1441, 1681, 1458, 1697]
crossword-cell	[1425, 1426, 1444, 1445]
crossword-cell	[1441, 1631, 1458, 1648]
crossword-cell	[1491, 1631, 1507, 1648]
crossword-cell	[1500, 1444, 1519, 1463]
